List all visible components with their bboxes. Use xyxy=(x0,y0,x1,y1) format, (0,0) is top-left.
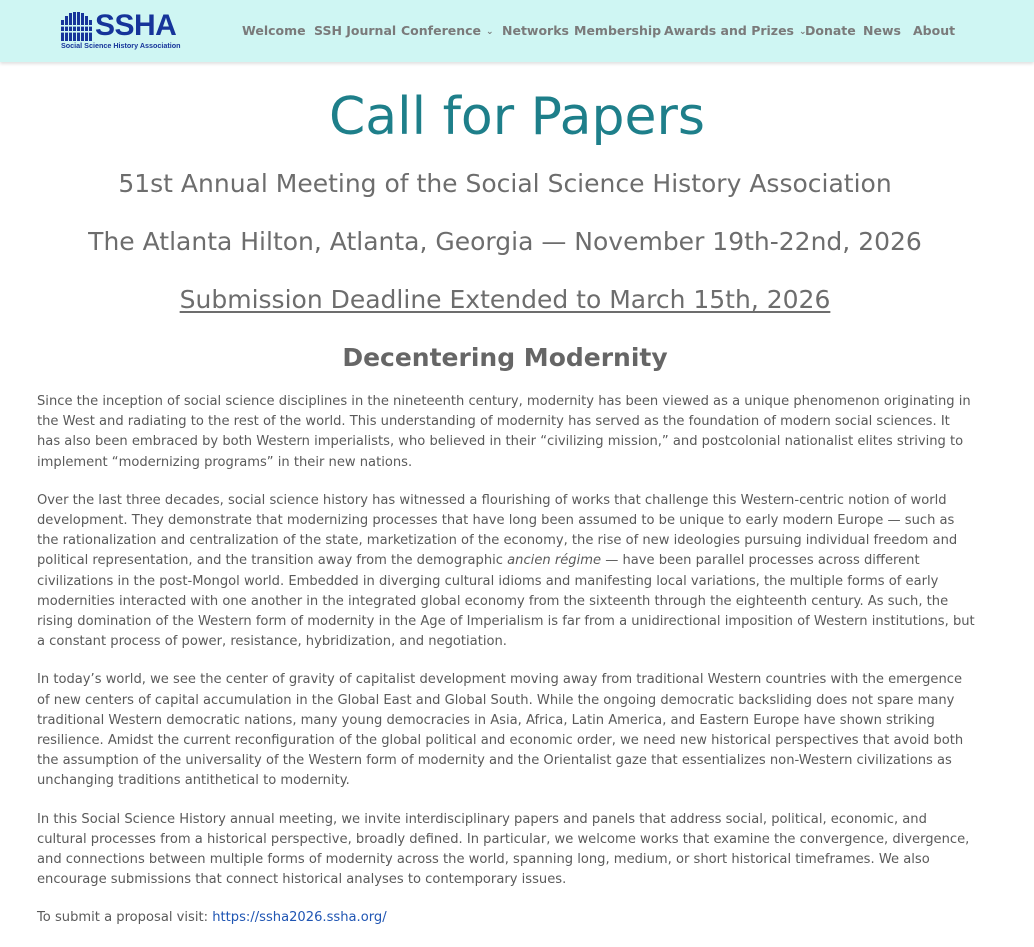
logo-tagline: Social Science History Association xyxy=(61,41,181,50)
meeting-subtitle: 51st Annual Meeting of the Social Science History Association xyxy=(118,169,892,198)
main-nav xyxy=(0,22,1034,40)
cfp-body xyxy=(37,392,977,947)
nav-welcome[interactable]: Welcome xyxy=(242,23,306,38)
paragraph-text: — have been parallel processes across different civilizations in the post-Mongol world. Embedded in diverging cultural idioms and manifesting local variations, the multiple forms of early modernities interacted with one another in the integrated global economy from the sixteenth through the eighteenth century. As such, the rising domination of the Western form of modernity in the Age of Imperialism is far from a unidirectional imposition of Western institutions, but a constant process of power, resistance, hybridization, and negotiation. xyxy=(37,553,975,650)
nav-awards-and-prizes[interactable]: Awards and Prizes ⌄ xyxy=(664,23,807,38)
nav-networks[interactable]: Networks xyxy=(502,23,569,38)
page-title: Call for Papers xyxy=(329,87,705,147)
theme-heading: Decentering Modernity xyxy=(342,343,668,372)
nav-membership[interactable]: Membership xyxy=(574,23,662,38)
logo-wordmark: SSHA xyxy=(95,9,177,42)
paragraph-three-decades xyxy=(37,491,977,653)
submit-prefix: To submit a proposal visit: xyxy=(37,910,213,926)
ancien-regime-term: ancien régime xyxy=(507,553,602,569)
nav-donate[interactable]: Donate xyxy=(805,23,856,38)
submission-link[interactable]: https://ssha2026.ssha.org/ xyxy=(212,910,387,926)
chevron-down-icon: ⌄ xyxy=(799,27,807,37)
site-header xyxy=(0,0,1034,62)
chevron-down-icon: ⌄ xyxy=(486,27,494,37)
paragraph-intro: Since the inception of social science disciplines in the nineteenth century, modernity has been viewed as a unique phenomenon originating in the West and radiating to the rest of the world. This understanding of modernity has served as the foundation of modern social sciences. It has also been embraced by both Western imperialists, who believed in their “civilizing mission,” and postcolonial nationalist elites striving to implement “modernizing programs” in their new nations. xyxy=(37,394,971,470)
nav-ssh-journal[interactable]: SSH Journal xyxy=(314,23,397,38)
paragraph-todays-world: In today’s world, we see the center of gravity of capitalist development moving away from traditional Western countries with the emergence of new centers of capital accumulation in the Global East and Global South. While the ongoing democratic backsliding does not spare many traditional Western democratic nations, many young democracies in Asia, Africa, Latin America, and Eastern Europe have shown striking resilience. Amidst the current reconfiguration of the global political and economic order, we need new historical perspectives that avoid both the assumption of the universality of the Western form of modernity and the Orientalist gaze that essentializes non-Western civilizations as unchanging traditions antithetical to modernity. xyxy=(37,672,964,789)
nav-conference[interactable]: Conference ⌄ xyxy=(401,23,494,38)
nav-news[interactable]: News xyxy=(863,23,901,38)
paragraph-invitation: In this Social Science History annual meeting, we invite interdisciplinary papers and panels that address social, political, economic, and cultural processes from a historical perspective, broadly defined. In particular, we welcome works that examine the convergence, divergence, and connections between multiple forms of modernity across the world, spanning long, medium, or short historical timeframes. We also encourage submissions that connect historical analyses to contemporary issues. xyxy=(37,811,970,888)
paragraph-text: Over the last three decades, social science history has witnessed a flourishing of works that challenge this Western-centric notion of world development. They demonstrate that modernizing processes that have long been assumed to be unique to early modern Europe — such as the rationalization and centralization of the state, marketization of the economy, the rise of new ideologies pursuing individual freedom and political representation, and the transition away from the demographic xyxy=(37,492,958,569)
venue-dates: The Atlanta Hilton, Atlanta, Georgia — November 19th-22nd, 2026 xyxy=(88,227,922,256)
submission-deadline: Submission Deadline Extended to March 15th, 2026 xyxy=(179,285,831,314)
nav-about[interactable]: About xyxy=(913,23,956,38)
